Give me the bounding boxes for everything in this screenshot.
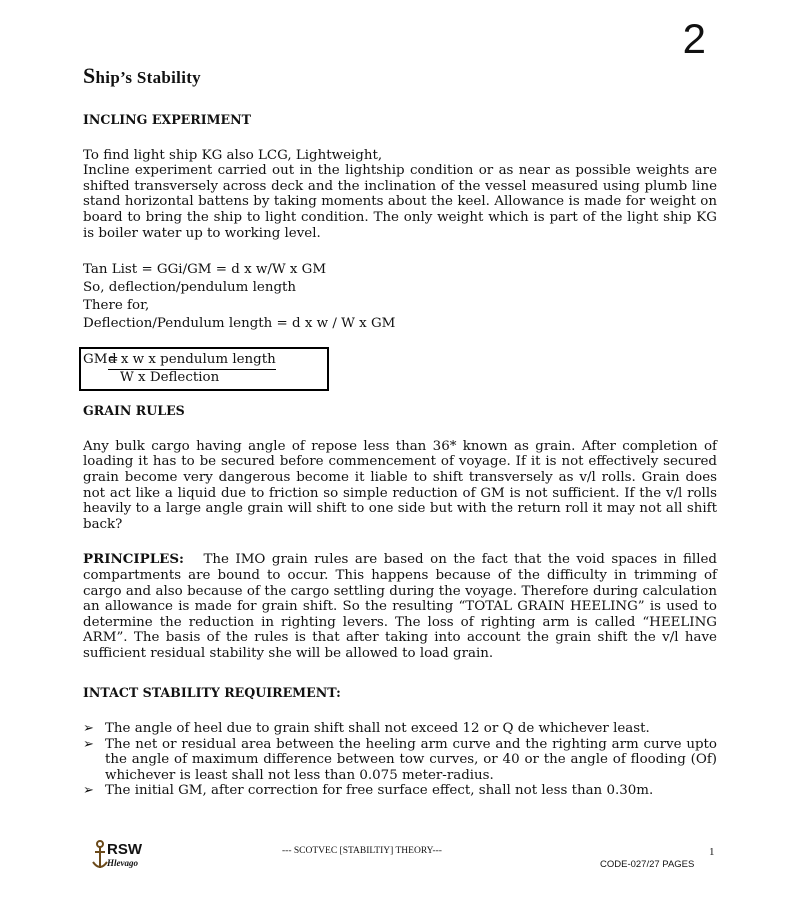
principles-label: PRINCIPLES: xyxy=(83,551,184,568)
formula-lhs: GM= xyxy=(83,352,119,368)
arrow-bullet-icon: ➢ xyxy=(83,783,94,799)
page-title xyxy=(83,63,201,89)
list-item xyxy=(83,737,717,784)
footer-page-number: 1 xyxy=(709,846,715,858)
formula-line-2: So, deflection/pendulum length xyxy=(83,280,297,296)
list-item xyxy=(83,783,717,799)
list-item xyxy=(83,721,717,737)
gm-formula-box xyxy=(79,347,329,391)
formula-line-4: Deflection/Pendulum length = d x w / W x GM xyxy=(83,316,396,332)
list-item-text: The net or residual area between the heeling arm curve and the righting arm curve upto the angle of maximum difference between tow curves, or 40 or the angle of flooding (Of) whichever is least shall not less than 0.075 meter-radius. xyxy=(105,736,717,783)
footer-code: CODE-027/27 PAGES xyxy=(600,859,695,870)
formula-line-1: Tan List = GGi/GM = d x w/W x GM xyxy=(83,262,327,278)
page-title-rest: hip’s Stability xyxy=(95,68,201,87)
grain-paragraph: Any bulk cargo having angle of repose less than 36* known as grain. After completion of loading it has to be secured before commencement of voyage. If it is not effectively secured grain become very dangerous become it liable to shift transversely as v/l rolls. Grain does not act like a liquid due to friction so simple reduction of GM is not sufficient. If the v/l rolls heavily to a large angle grain will shift to one side but with the return roll it may not all shift back? xyxy=(83,438,717,532)
grain-heading: GRAIN RULES xyxy=(83,403,185,419)
list-item-text: The angle of heel due to grain shift shall not exceed 12 or Q de whichever least. xyxy=(105,721,650,737)
rsw-logo xyxy=(92,838,162,874)
page-number: 2 xyxy=(682,15,706,62)
arrow-bullet-icon: ➢ xyxy=(83,721,94,737)
formula-denominator: W x Deflection xyxy=(120,370,220,386)
arrow-bullet-icon: ➢ xyxy=(83,736,94,752)
principles-paragraph xyxy=(83,552,717,661)
document-body xyxy=(83,112,717,799)
incline-heading: INCLING EXPERIMENT xyxy=(83,112,252,127)
intact-heading: INTACT STABILITY REQUIREMENT: xyxy=(83,685,341,701)
formula-numerator: d x w x pendulum length xyxy=(108,352,276,370)
list-item-text: The initial GM, after correction for free surface effect, shall not less than 0.30m. xyxy=(105,783,654,799)
logo-text-top: RSW xyxy=(107,841,142,858)
formula-line-3: There for, xyxy=(83,298,150,314)
incline-paragraph: Incline experiment carried out in the lightship condition or as near as possible weights are shifted transversely across deck and the inclination of the vessel measured using plumb line stand horizontal battens by taking moments about the keel. Allowance is made for weight on board to bring the ship to light condition. The only weight which is part of the light ship KG is boiler water up to working level. xyxy=(83,163,717,241)
intact-list xyxy=(83,721,717,799)
footer-center-text: --- SCOTVEC [STABILTIY] THEORY--- xyxy=(282,846,442,856)
principles-text: The IMO grain rules are based on the fact that the void spaces in filled compartments are bound to occur. This happens because of the difficulty in trimming of cargo and also because of the cargo settling during the voyage. Therefore during calculation an allowance is made for grain shift. So the resulting “TOTAL GRAIN HEELING” is used to determine the reduction in righting levers. The loss of righting arm is called “HEELING ARM”. The basis of the rules is that after taking into account the grain shift the v/l have sufficient residual stability she will be allowed to load grain. xyxy=(83,552,717,661)
incline-intro: To find light ship KG also LCG, Lightweight, xyxy=(83,147,383,163)
logo-text-bottom: Hlevago xyxy=(107,858,138,868)
page-title-initial: S xyxy=(83,63,96,88)
anchor-logo-icon xyxy=(92,838,162,874)
